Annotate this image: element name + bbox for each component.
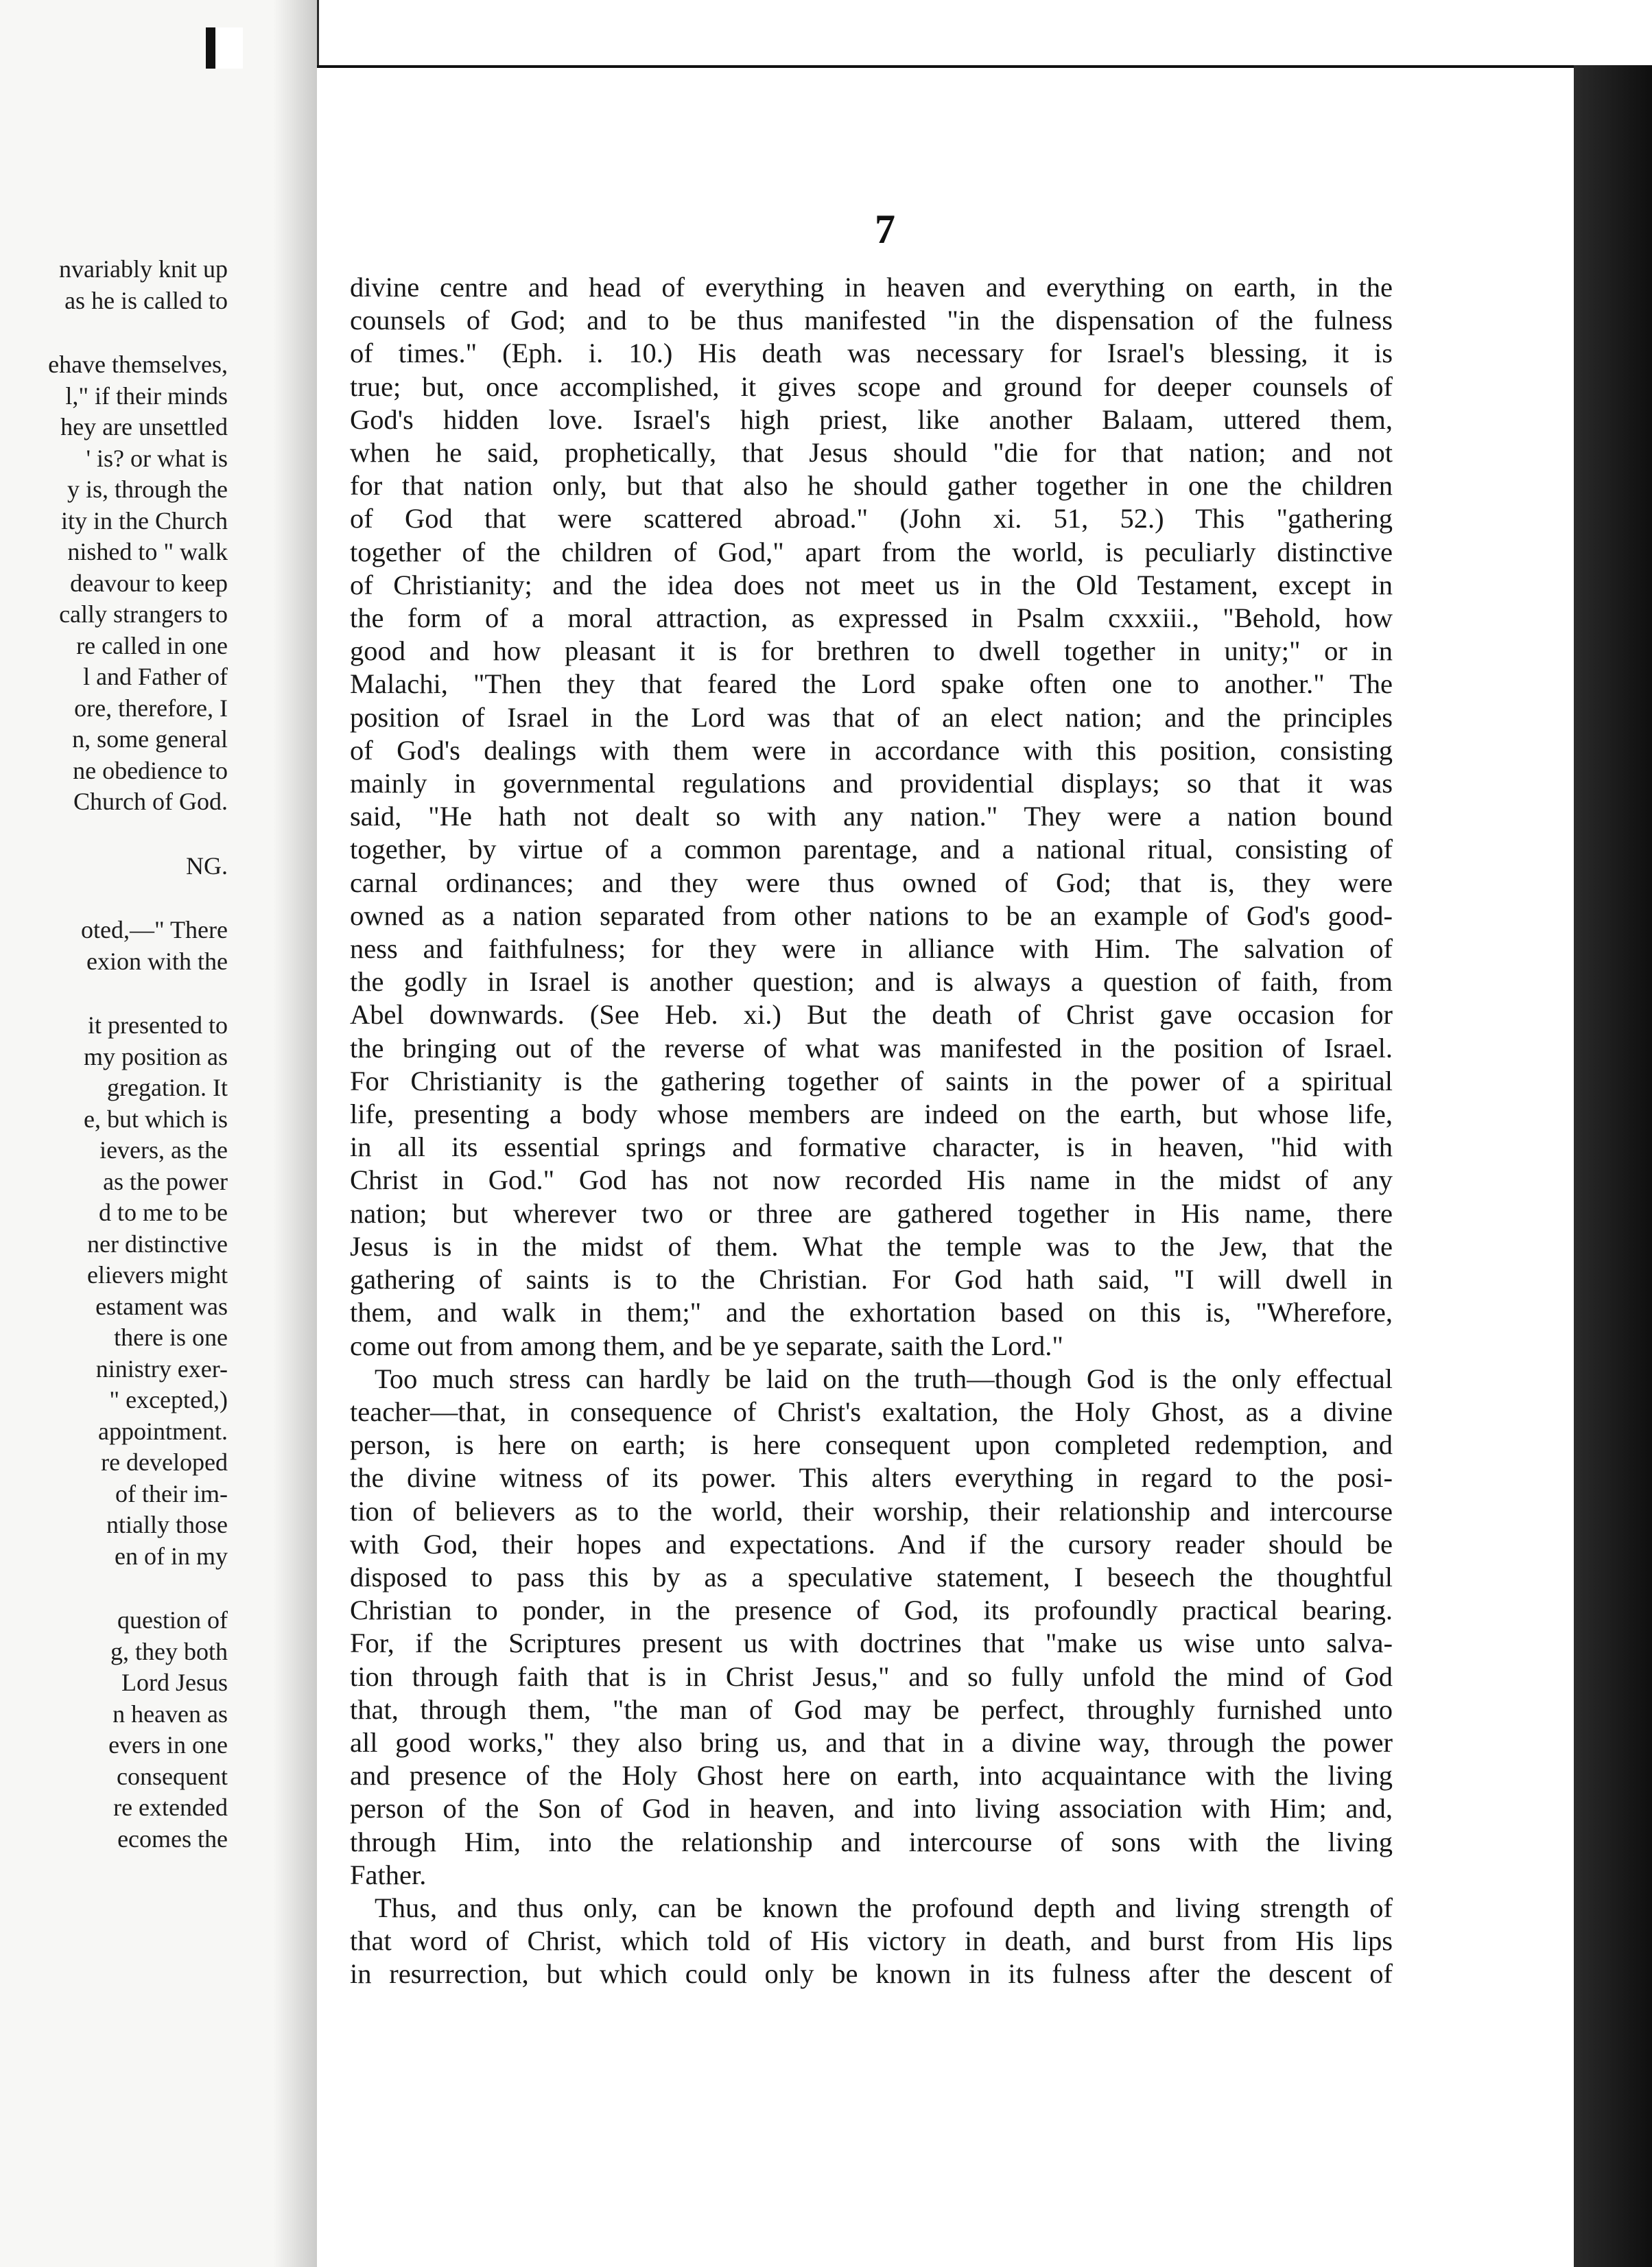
left-line: of their im- (115, 1479, 228, 1507)
body-line: counsels of God; and to be thus manifested "in the dispensation of the fulness (350, 305, 1393, 336)
left-line: ninistry exer- (95, 1354, 228, 1383)
left-line: deavour to keep (70, 569, 228, 597)
body-line: the godly in Israel is another question; and is always a question of faith, from (350, 966, 1393, 998)
left-line: cally strangers to (59, 600, 228, 628)
left-line: ne obedience to (73, 756, 228, 784)
page-edge-shadow (1574, 65, 1652, 2267)
body-line: all good works," they also bring us, and that in a divine way, through the power (350, 1726, 1393, 1758)
left-line: nished to " walk (67, 538, 228, 565)
left-line: Church of God. (73, 788, 228, 815)
previous-page-fragment (0, 0, 319, 2267)
body-line: in resurrection, but which could only be known in its fulness after the descent of (350, 1958, 1393, 1990)
body-line: in all its essential springs and formative character, is in heaven, "hid with (350, 1131, 1393, 1163)
left-line: estament was (95, 1292, 228, 1320)
body-line: owned as a nation separated from other nations to be an example of God's good- (350, 900, 1393, 931)
left-line: e, but which is (84, 1105, 228, 1133)
left-line: consequent (117, 1762, 228, 1790)
body-line: of God's dealings with them were in accordance with this position, consisting (350, 734, 1393, 766)
body-line: gathering of saints is to the Christian. For God hath said, "I will dwell in (350, 1264, 1393, 1295)
left-line: elievers might (87, 1261, 228, 1289)
body-line: nation; but wherever two or three are gathered together in His name, there (350, 1197, 1393, 1229)
left-line: as the power (103, 1167, 228, 1195)
left-line: n heaven as (113, 1700, 228, 1728)
left-line: gregation. It (107, 1074, 228, 1101)
left-line: re extended (113, 1794, 228, 1821)
body-line: tion through faith that is in Christ Jesus," and so fully unfold the mind of God (350, 1660, 1393, 1692)
body-line: position of Israel in the Lord was that of an elect nation; and the principles (350, 701, 1393, 733)
body-line: person of the Son of God in heaven, and into living association with Him; and, (350, 1793, 1393, 1824)
left-line: ner distinctive (87, 1230, 228, 1258)
left-line: my position as (83, 1042, 228, 1070)
left-line: l and Father of (83, 663, 228, 690)
body-line: said, "He hath not dealt so with any nation." They were a nation bound (350, 801, 1393, 832)
body-line: God's hidden love. Israel's high priest, like another Balaam, uttered them, (350, 403, 1393, 435)
body-line: come out from among them, and be ye separate, saith the Lord." (350, 1330, 1063, 1361)
left-line: ity in the Church (61, 506, 228, 535)
body-line: the divine witness of its power. This alters everything in regard to the posi- (350, 1462, 1393, 1494)
left-line (0, 818, 228, 851)
left-line: l," if their minds (65, 381, 228, 410)
body-line: mainly in governmental regulations and providential displays; so that it was (350, 768, 1393, 799)
body-line: the form of a moral attraction, as expressed in Psalm cxxxiii., "Behold, how (350, 602, 1393, 634)
body-line: that, through them, "the man of God may be perfect, throughly furnished unto (350, 1693, 1393, 1725)
body-line: ness and faithfulness; for they were in alliance with Him. The salvation of (350, 933, 1393, 965)
body-line: good and how pleasant it is for brethren to dwell together in unity;" or in (350, 635, 1393, 667)
body-line: divine centre and head of everything in heaven and everything on earth, in the (350, 272, 1393, 303)
left-line: appointment. (98, 1417, 228, 1445)
left-line: ntially those (106, 1511, 228, 1538)
left-line: there is one (114, 1324, 228, 1351)
body-line: Too much stress can hardly be laid on the truth—though God is the only effectual (375, 1363, 1393, 1394)
left-line: hey are unsettled (60, 413, 228, 441)
left-line: ' is? or what is (86, 444, 228, 472)
body-line: with God, their hopes and expectations. And if the cursory reader should be (350, 1528, 1393, 1560)
body-line: For, if the Scriptures present us with doctrines that "make us wise unto salva- (350, 1628, 1393, 1659)
body-line: Christ in God." God has not now recorded His name in the midst of any (350, 1164, 1393, 1196)
body-line: disposed to pass this by as a speculative statement, I beseech the thoughtful (350, 1561, 1393, 1593)
body-line: Abel downwards. (See Heb. xi.) But the death of Christ gave occasion for (350, 999, 1393, 1031)
body-line: the bringing out of the reverse of what was manifested in the position of Israel. (350, 1032, 1393, 1064)
body-line: them, and walk in them;" and the exhortation based on this is, "Wherefore, (350, 1297, 1393, 1328)
left-line: d to me to be (99, 1199, 228, 1226)
body-line: Malachi, "Then they that feared the Lord spake often one to another." The (350, 668, 1393, 700)
body-line: for that nation only, but that also he should gather together in one the children (350, 470, 1393, 502)
left-line: exion with the (86, 947, 228, 975)
body-line: For Christianity is the gathering together of saints in the power of a spiritual (350, 1065, 1393, 1096)
body-line: of Christianity; and the idea does not meet us in the Old Testament, except in (350, 569, 1393, 600)
body-line: teacher—that, in consequence of Christ's exaltation, the Holy Ghost, as a divine (350, 1396, 1393, 1427)
body-line: of times." (Eph. i. 10.) His death was necessary for Israel's blessing, it is (350, 338, 1393, 369)
body-line: Father. (350, 1859, 427, 1890)
page-body-text (350, 271, 1393, 1991)
left-line: y is, through the (67, 475, 228, 503)
body-line: together, by virtue of a common parentage, and a national ritual, consisting of (350, 834, 1393, 865)
left-line: nvariably knit up (59, 255, 228, 283)
left-line: as he is called to (64, 286, 228, 314)
previous-page-text (0, 254, 228, 1855)
left-line: re called in one (76, 631, 228, 659)
gutter-shadow (273, 0, 317, 2267)
body-line: carnal ordinances; and they were thus owned of God; that is, they were (350, 867, 1393, 898)
binding-mark (206, 27, 243, 69)
body-line: person, is here on earth; is here consequent upon completed redemption, and (350, 1429, 1393, 1461)
body-line: tion of believers as to the world, their worship, their relationship and intercourse (350, 1495, 1393, 1527)
left-line: ievers, as the (99, 1136, 228, 1164)
left-line: evers in one (108, 1731, 228, 1759)
left-line: " excepted,) (109, 1386, 228, 1413)
left-line: Lord Jesus (121, 1669, 228, 1696)
body-line: Jesus is in the midst of them. What the temple was to the Jew, that the (350, 1230, 1393, 1262)
body-line: together of the children of God," apart from the world, is peculiarly distinctive (350, 536, 1393, 567)
body-line: Christian to ponder, in the presence of God, its profoundly practical bearing. (350, 1595, 1393, 1626)
page-number: 7 (875, 207, 895, 252)
body-line: through Him, into the relationship and intercourse of sons with the living (350, 1826, 1393, 1857)
body-line: that word of Christ, which told of His victory in death, and burst from His lips (350, 1925, 1393, 1957)
body-line: of God that were scattered abroad." (John xi. 51, 52.) This "gathering (350, 503, 1393, 535)
left-line: en of in my (115, 1542, 228, 1570)
left-line (0, 316, 228, 349)
left-line: re developed (101, 1448, 228, 1476)
left-line: ehave themselves, (48, 351, 228, 378)
body-line: life, presenting a body whose members are indeed on the earth, but whose life, (350, 1099, 1393, 1130)
left-line: ore, therefore, I (74, 694, 228, 722)
left-line: ecomes the (117, 1824, 228, 1853)
left-line: question of (117, 1606, 228, 1634)
body-line: Thus, and thus only, can be known the profound depth and living strength of (375, 1892, 1393, 1923)
left-line (0, 1572, 228, 1605)
body-line: when he said, prophetically, that Jesus should "die for that nation; and not (350, 437, 1393, 469)
left-line: n, some general (72, 725, 228, 753)
left-line (0, 882, 228, 915)
left-line: g, they both (110, 1637, 228, 1665)
left-line (0, 977, 228, 1010)
body-line: true; but, once accomplished, it gives scope and ground for deeper counsels of (350, 371, 1393, 402)
left-line: oted,—" There (81, 916, 228, 943)
left-line: it presented to (88, 1011, 228, 1039)
body-line: and presence of the Holy Ghost here on earth, into acquaintance with the living (350, 1760, 1393, 1792)
left-line: NG. (186, 851, 228, 880)
